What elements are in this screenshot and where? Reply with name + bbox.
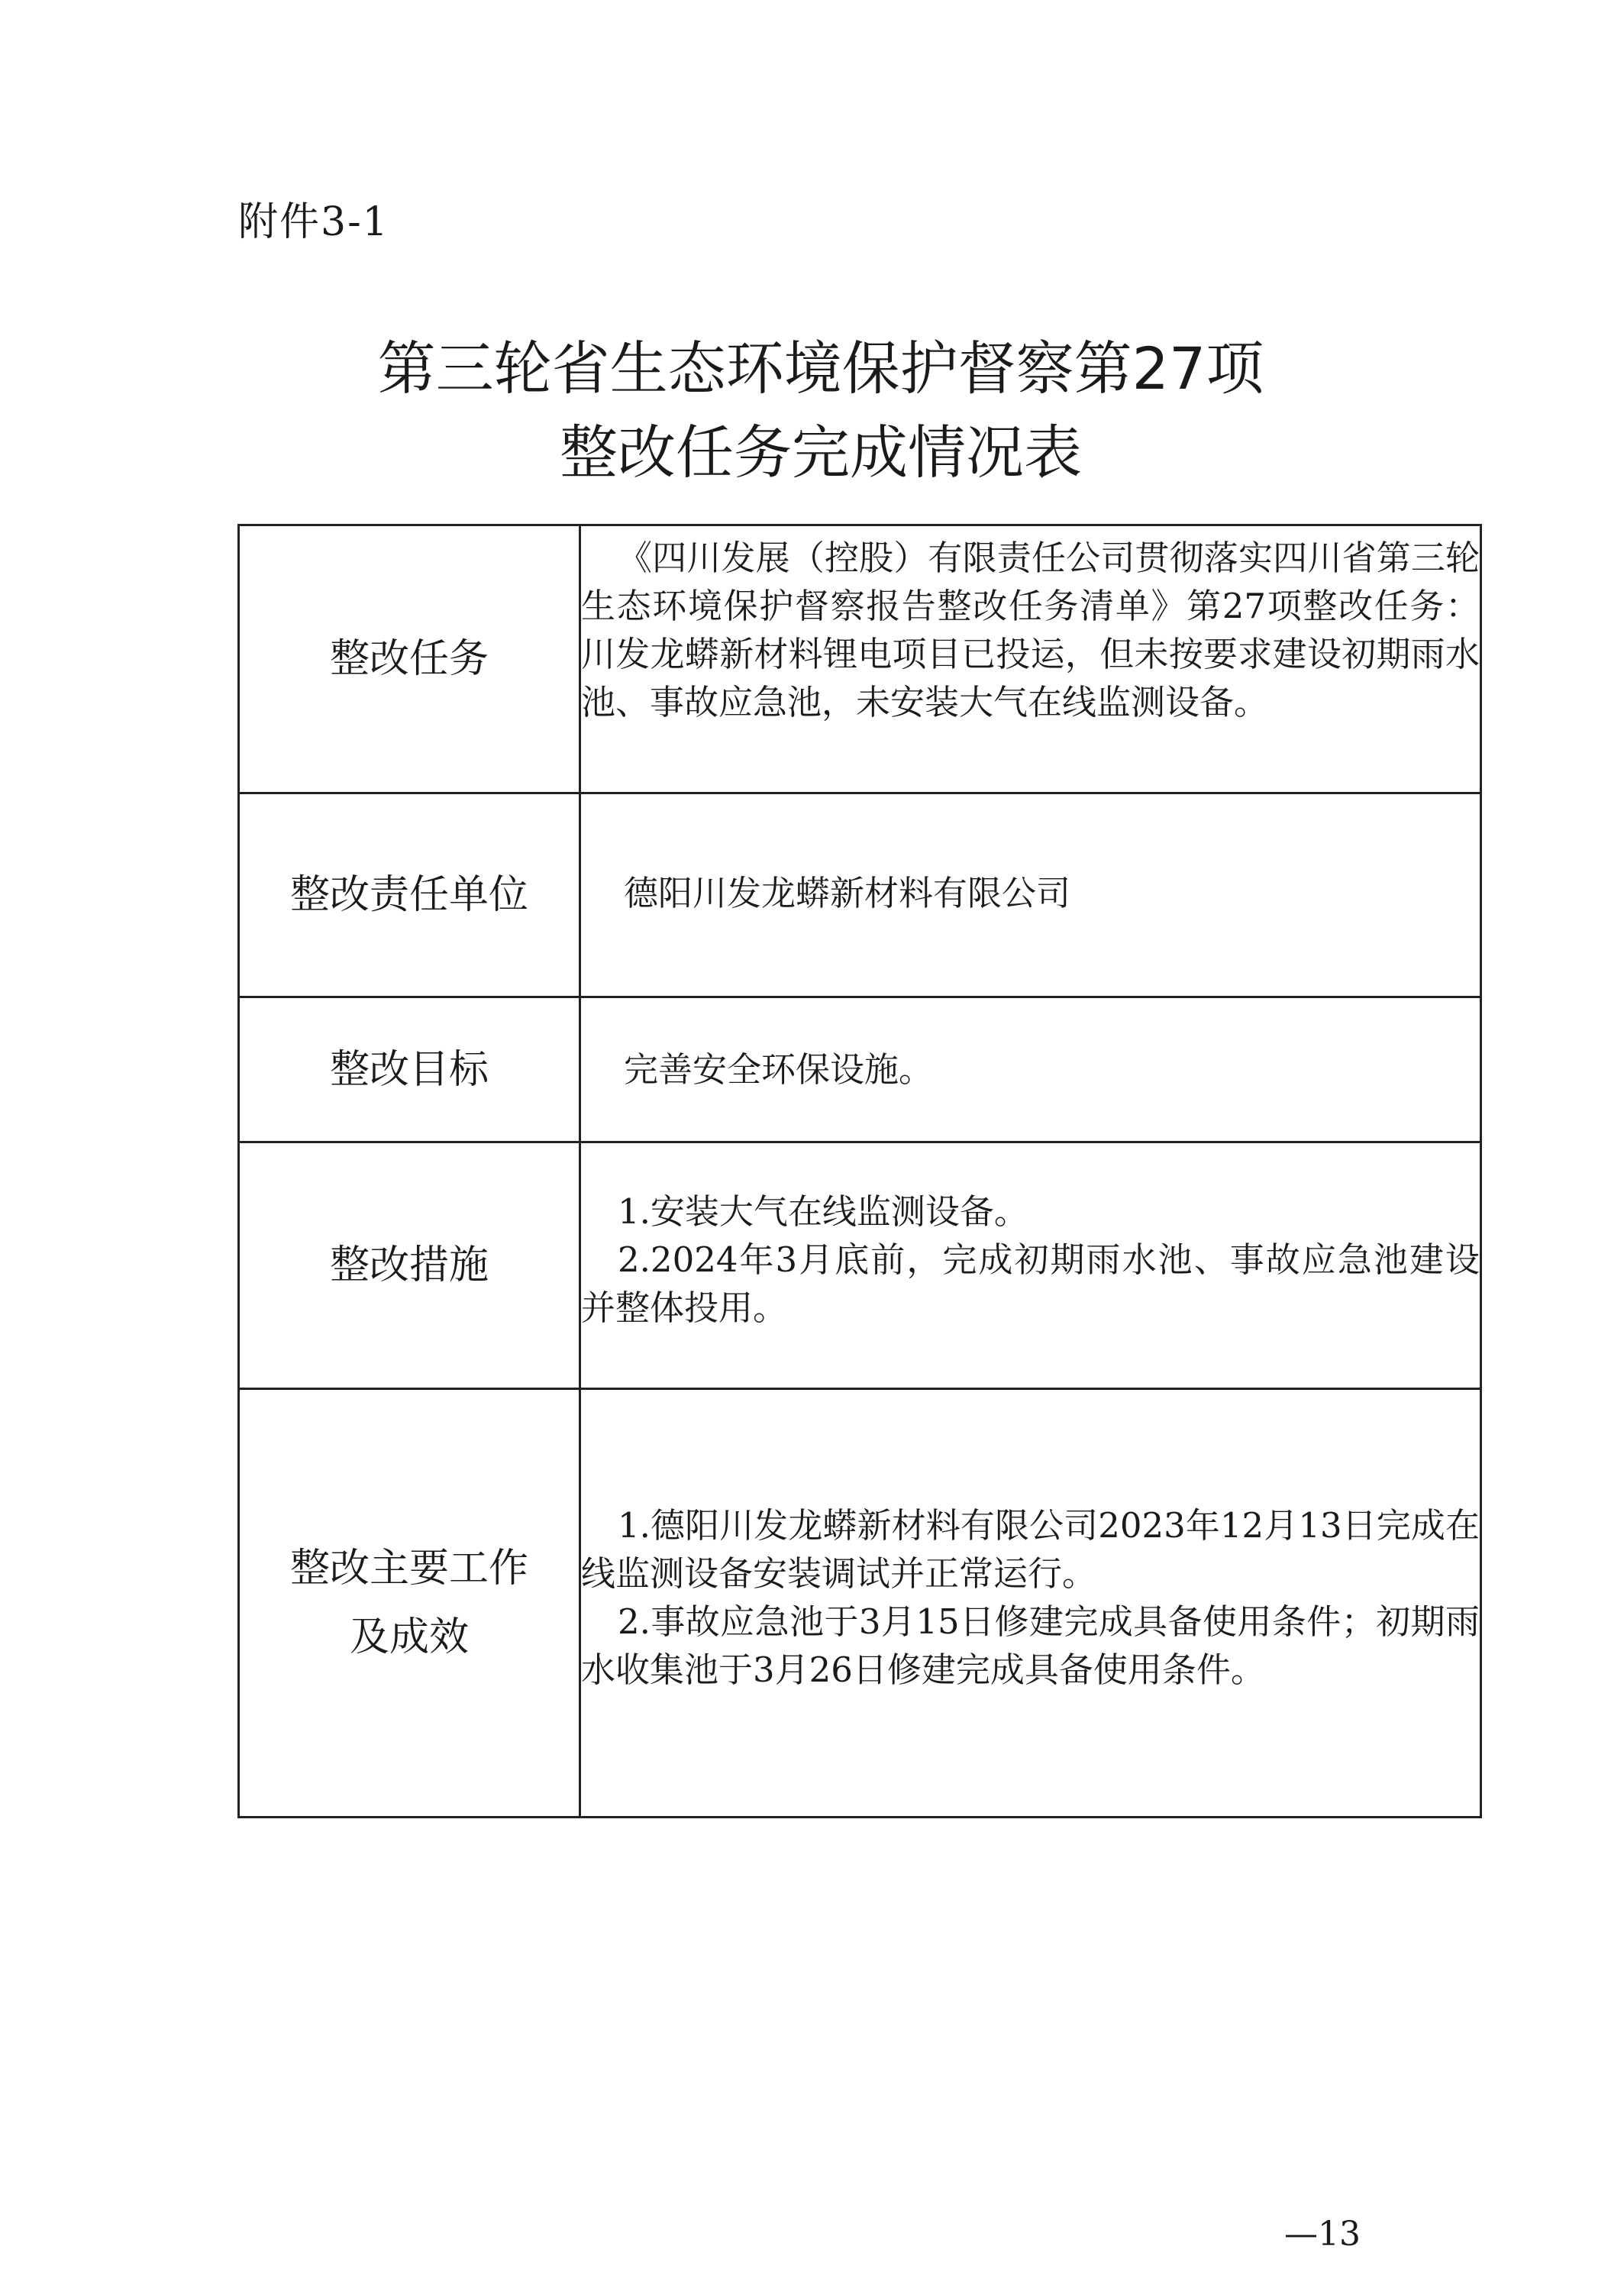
document-title-line-1: 第三轮省生态环境保护督察第27项 xyxy=(377,334,1264,402)
row-content-responsible-unit xyxy=(580,793,1481,997)
row-label-work-results-line-1: 整改主要工作 xyxy=(289,1546,528,1591)
row-label-work-results-line-2: 及成效 xyxy=(349,1614,469,1660)
document-title-line-2: 整改任务完成情况表 xyxy=(560,418,1082,486)
table-row-goal xyxy=(239,997,1481,1142)
task-paragraph: 《四川发展（控股）有限责任公司贯彻落实四川省第三轮生态环境保护督察报告整改任务清单》第27项整改任务：川发龙蟒新材料锂电项目已投运，但未按要求建设初期雨水池、事故应急池，未安装大气在线监测设备。 xyxy=(581,538,1480,722)
table-row-work-results xyxy=(239,1389,1481,1818)
row-label-measures: 整改措施 xyxy=(239,1142,580,1389)
row-content-work-results xyxy=(580,1389,1481,1818)
row-content-measures xyxy=(580,1142,1481,1389)
table-row-measures xyxy=(239,1142,1481,1389)
page-number: —13 xyxy=(1284,2215,1361,2254)
row-content-task xyxy=(580,525,1481,793)
measure-paragraph-2: 2.2024年3月底前，完成初期雨水池、事故应急池建设并整体投用。 xyxy=(581,1239,1480,1328)
row-label-goal: 整改目标 xyxy=(239,997,580,1142)
measure-paragraph-1: 1.安装大气在线监测设备。 xyxy=(618,1191,1028,1232)
row-label-task: 整改任务 xyxy=(239,525,580,793)
row-label-responsible-unit: 整改责任单位 xyxy=(239,793,580,997)
table-row-responsible-unit xyxy=(239,793,1481,997)
rectification-table xyxy=(237,524,1482,1818)
goal-paragraph: 完善安全环保设施。 xyxy=(624,1049,934,1090)
row-label-work-results xyxy=(239,1389,580,1818)
work-result-paragraph-1: 1.德阳川发龙蟒新材料有限公司2023年12月13日完成在线监测设备安装调试并正常运行。 xyxy=(581,1505,1480,1594)
table-row-task xyxy=(239,525,1481,793)
responsible-unit-paragraph: 德阳川发龙蟒新材料有限公司 xyxy=(624,873,1071,913)
row-content-goal xyxy=(580,997,1481,1142)
work-result-paragraph-2: 2.事故应急池于3月15日修建完成具备使用条件；初期雨水收集池于3月26日修建完成具备使用条件。 xyxy=(581,1601,1480,1690)
attachment-label: 附件3-1 xyxy=(238,199,389,245)
